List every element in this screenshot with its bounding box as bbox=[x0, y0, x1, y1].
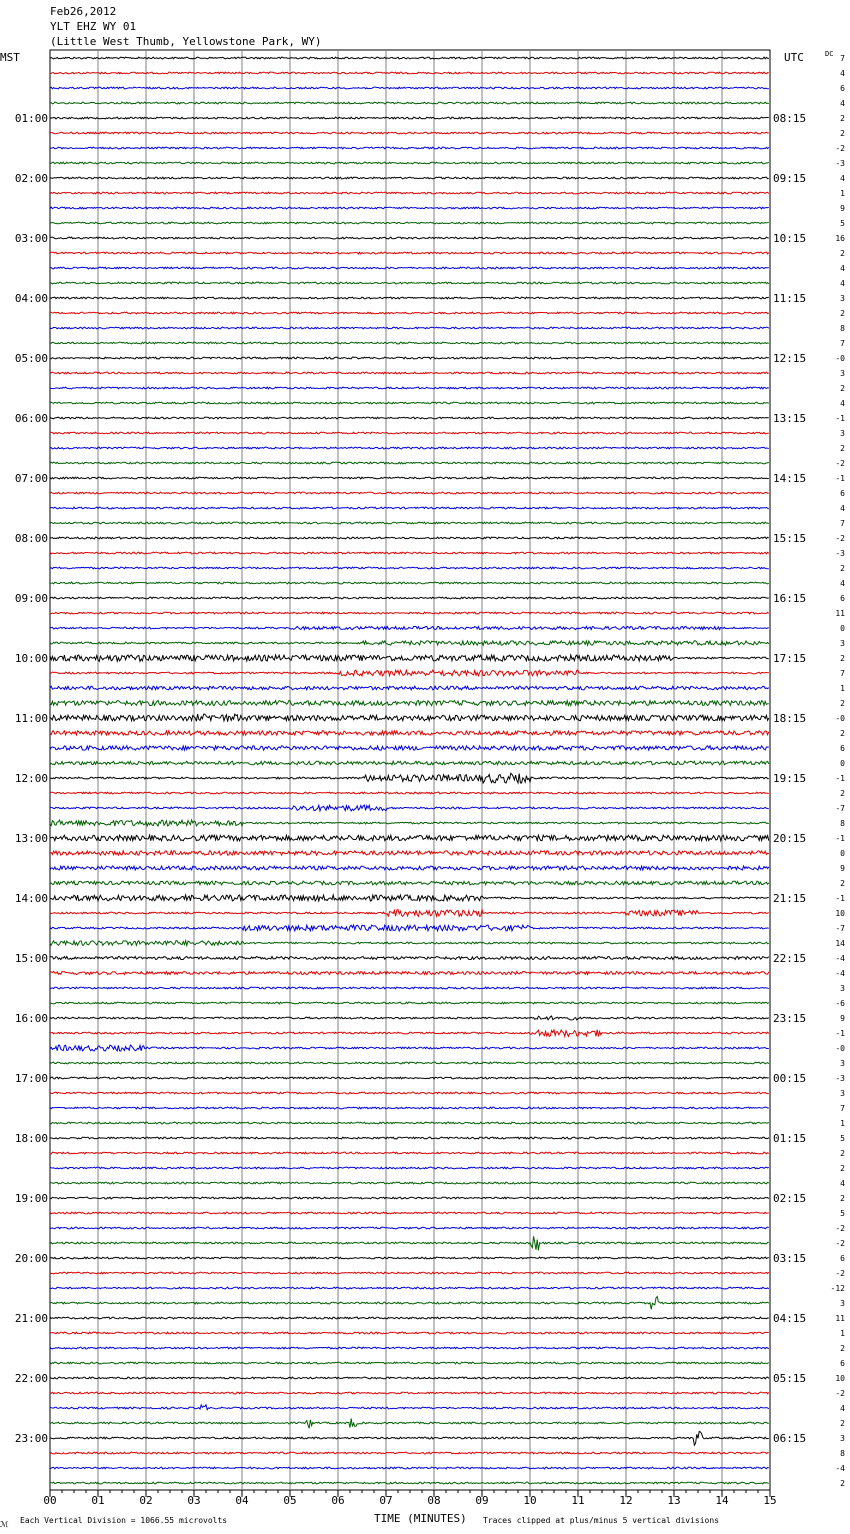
dc-offset-label: -4 bbox=[835, 1464, 845, 1473]
right-hour-label: 02:15 bbox=[773, 1192, 807, 1205]
trace-row-57 bbox=[50, 895, 769, 901]
trace-row-66 bbox=[50, 1030, 769, 1037]
trace-row-41 bbox=[50, 655, 769, 661]
dc-offset-label: 3 bbox=[840, 1434, 845, 1443]
dc-offset-label: 7 bbox=[840, 519, 845, 528]
dc-offset-label: -1 bbox=[835, 894, 845, 903]
dc-offset-label: 2 bbox=[840, 564, 845, 573]
x-tick-label: 09 bbox=[475, 1494, 489, 1507]
trace-row-29 bbox=[50, 477, 769, 479]
dc-offset-label: -2 bbox=[835, 1239, 845, 1248]
dc-offset-label: 2 bbox=[840, 699, 845, 708]
left-hour-label: 18:00 bbox=[14, 1132, 48, 1145]
trace-row-68 bbox=[50, 1062, 769, 1064]
dc-offset-label: 4 bbox=[840, 579, 845, 588]
dc-offset-label: 5 bbox=[840, 219, 845, 228]
trace-row-3 bbox=[50, 87, 769, 89]
trace-row-45 bbox=[50, 714, 769, 722]
dc-offset-label: 0 bbox=[840, 849, 845, 858]
clip-note: Traces clipped at plus/minus 5 vertical divisions bbox=[483, 1516, 720, 1525]
x-tick-label: 02 bbox=[139, 1494, 153, 1507]
trace-row-55 bbox=[50, 866, 769, 870]
dc-offset-label: 2 bbox=[840, 654, 845, 663]
trace-row-14 bbox=[50, 252, 769, 254]
right-hour-label: 23:15 bbox=[773, 1012, 807, 1025]
dc-offset-label: 2 bbox=[840, 1344, 845, 1353]
x-tick-label: 15 bbox=[763, 1494, 777, 1507]
trace-row-69 bbox=[50, 1077, 769, 1079]
dc-offset-label: 4 bbox=[840, 504, 845, 513]
trace-row-9 bbox=[50, 177, 769, 179]
trace-row-88 bbox=[50, 1362, 769, 1364]
right-hour-label: 15:15 bbox=[773, 532, 807, 545]
dc-offset-label: -2 bbox=[835, 144, 845, 153]
trace-row-31 bbox=[50, 507, 769, 509]
trace-row-15 bbox=[50, 267, 769, 269]
footer-mark: ℳ bbox=[0, 1520, 9, 1529]
trace-row-96 bbox=[50, 1482, 769, 1484]
dc-offset-label: -2 bbox=[835, 1224, 845, 1233]
dc-offset-label: 7 bbox=[840, 669, 845, 678]
dc-offset-label: 4 bbox=[840, 399, 845, 408]
left-hour-label: 02:00 bbox=[14, 172, 48, 185]
trace-row-72 bbox=[50, 1122, 769, 1124]
trace-row-70 bbox=[50, 1092, 769, 1094]
trace-row-91 bbox=[50, 1405, 769, 1410]
dc-offset-label: 2 bbox=[840, 384, 845, 393]
dc-offset-label: -0 bbox=[835, 714, 845, 723]
left-hour-label: 12:00 bbox=[14, 772, 48, 785]
trace-row-42 bbox=[50, 670, 769, 676]
dc-offset-label: 6 bbox=[840, 594, 845, 603]
trace-row-26 bbox=[50, 432, 769, 434]
trace-row-24 bbox=[50, 402, 769, 404]
trace-row-48 bbox=[50, 761, 769, 765]
dc-offset-label: 9 bbox=[840, 864, 845, 873]
trace-row-92 bbox=[50, 1419, 769, 1429]
trace-row-82 bbox=[50, 1272, 769, 1274]
trace-row-37 bbox=[50, 597, 769, 599]
trace-row-52 bbox=[50, 820, 769, 826]
trace-row-38 bbox=[50, 612, 769, 614]
dc-offset-label: 8 bbox=[840, 1449, 845, 1458]
x-axis-label: TIME (MINUTES) bbox=[374, 1512, 467, 1525]
x-tick-label: 04 bbox=[235, 1494, 249, 1507]
dc-offset-label: -12 bbox=[830, 1284, 845, 1293]
trace-row-35 bbox=[50, 567, 769, 569]
dc-offset-label: 1 bbox=[840, 189, 845, 198]
trace-row-75 bbox=[50, 1167, 769, 1169]
dc-offset-label: -1 bbox=[835, 414, 845, 423]
dc-offset-label: 16 bbox=[835, 234, 845, 243]
trace-row-80 bbox=[50, 1236, 769, 1250]
x-tick-label: 13 bbox=[667, 1494, 681, 1507]
x-tick-label: 00 bbox=[43, 1494, 57, 1507]
dc-offset-label: 2 bbox=[840, 444, 845, 453]
trace-row-10 bbox=[50, 192, 769, 194]
right-hour-label: 05:15 bbox=[773, 1372, 807, 1385]
trace-row-5 bbox=[50, 117, 769, 119]
x-tick-label: 11 bbox=[571, 1494, 585, 1507]
left-hour-label: 04:00 bbox=[14, 292, 48, 305]
right-hour-label: 17:15 bbox=[773, 652, 807, 665]
trace-row-62 bbox=[50, 972, 769, 975]
trace-row-6 bbox=[50, 132, 769, 134]
dc-offset-label: 9 bbox=[840, 204, 845, 213]
trace-row-90 bbox=[50, 1392, 769, 1394]
dc-offset-label: 2 bbox=[840, 1479, 845, 1488]
dc-offset-label: -2 bbox=[835, 459, 845, 468]
trace-row-27 bbox=[50, 447, 769, 449]
trace-row-76 bbox=[50, 1182, 769, 1184]
trace-row-21 bbox=[50, 357, 769, 359]
dc-offset-label: 4 bbox=[840, 1179, 845, 1188]
dc-offset-label: 7 bbox=[840, 339, 845, 348]
x-tick-label: 06 bbox=[331, 1494, 345, 1507]
dc-offset-label: 6 bbox=[840, 1359, 845, 1368]
dc-offset-label: -1 bbox=[835, 474, 845, 483]
dc-offset-label: -2 bbox=[835, 534, 845, 543]
dc-offset-label: 4 bbox=[840, 174, 845, 183]
left-hour-label: 06:00 bbox=[14, 412, 48, 425]
left-hour-label: 17:00 bbox=[14, 1072, 48, 1085]
dc-offset-label: 2 bbox=[840, 309, 845, 318]
dc-offset-label: 11 bbox=[835, 609, 845, 618]
dc-offset-label: 6 bbox=[840, 1254, 845, 1263]
right-hour-label: 11:15 bbox=[773, 292, 807, 305]
dc-offset-label: 0 bbox=[840, 624, 845, 633]
dc-offset-label: 7 bbox=[840, 1104, 845, 1113]
dc-offset-label: 4 bbox=[840, 99, 845, 108]
dc-offset-label: 4 bbox=[840, 279, 845, 288]
trace-row-60 bbox=[50, 941, 769, 946]
trace-row-39 bbox=[50, 626, 769, 629]
trace-row-36 bbox=[50, 582, 769, 584]
dc-offset-label: 10 bbox=[835, 909, 845, 918]
dc-offset-label: 9 bbox=[840, 1014, 845, 1023]
trace-row-84 bbox=[50, 1297, 769, 1310]
x-tick-label: 07 bbox=[379, 1494, 393, 1507]
trace-row-79 bbox=[50, 1227, 769, 1229]
dc-offset-label: 3 bbox=[840, 294, 845, 303]
right-hour-label: 12:15 bbox=[773, 352, 807, 365]
dc-offset-label: -6 bbox=[835, 999, 845, 1008]
left-hour-label: 14:00 bbox=[14, 892, 48, 905]
left-hour-label: 23:00 bbox=[14, 1432, 48, 1445]
left-hour-label: 19:00 bbox=[14, 1192, 48, 1205]
dc-offset-label: 2 bbox=[840, 249, 845, 258]
trace-row-23 bbox=[50, 387, 769, 389]
right-hour-label: 00:15 bbox=[773, 1072, 807, 1085]
x-tick-label: 05 bbox=[283, 1494, 297, 1507]
trace-row-1 bbox=[50, 57, 769, 59]
dc-offset-label: 2 bbox=[840, 1164, 845, 1173]
left-hour-label: 15:00 bbox=[14, 952, 48, 965]
dc-offset-label: -7 bbox=[835, 804, 845, 813]
dc-offset-label: 3 bbox=[840, 639, 845, 648]
dc-offset-label: 11 bbox=[835, 1314, 845, 1323]
trace-row-7 bbox=[50, 147, 769, 149]
trace-row-77 bbox=[50, 1197, 769, 1199]
trace-row-53 bbox=[50, 835, 769, 841]
right-hour-label: 19:15 bbox=[773, 772, 807, 785]
x-tick-label: 08 bbox=[427, 1494, 441, 1507]
dc-offset-label: -1 bbox=[835, 834, 845, 843]
dc-offset-label: 5 bbox=[840, 1134, 845, 1143]
dc-offset-label: 1 bbox=[840, 1329, 845, 1338]
right-hour-label: 13:15 bbox=[773, 412, 807, 425]
trace-row-73 bbox=[50, 1137, 769, 1139]
x-tick-label: 10 bbox=[523, 1494, 537, 1507]
trace-row-18 bbox=[50, 312, 769, 314]
right-hour-label: 14:15 bbox=[773, 472, 807, 485]
dc-offset-label: -3 bbox=[835, 159, 845, 168]
dc-offset-label: 1 bbox=[840, 1119, 845, 1128]
trace-row-25 bbox=[50, 417, 769, 419]
dc-offset-label: -2 bbox=[835, 1269, 845, 1278]
station-label: YLT EHZ WY 01 bbox=[50, 20, 137, 33]
dc-offset-label: 3 bbox=[840, 369, 845, 378]
dc-offset-label: 4 bbox=[840, 264, 845, 273]
right-hour-label: 03:15 bbox=[773, 1252, 807, 1265]
trace-row-8 bbox=[50, 162, 769, 164]
trace-row-16 bbox=[50, 282, 769, 284]
right-hour-label: 06:15 bbox=[773, 1432, 807, 1445]
right-hour-label: 22:15 bbox=[773, 952, 807, 965]
left-hour-label: 22:00 bbox=[14, 1372, 48, 1385]
trace-row-30 bbox=[50, 492, 769, 494]
dc-offset-label: 3 bbox=[840, 1299, 845, 1308]
trace-row-49 bbox=[50, 773, 769, 783]
left-hour-label: 07:00 bbox=[14, 472, 48, 485]
dc-offset-label: 3 bbox=[840, 984, 845, 993]
trace-row-83 bbox=[50, 1287, 769, 1289]
left-hour-label: 13:00 bbox=[14, 832, 48, 845]
dc-offset-label: -4 bbox=[835, 969, 845, 978]
trace-row-89 bbox=[50, 1377, 769, 1379]
trace-row-61 bbox=[50, 957, 769, 960]
trace-row-85 bbox=[50, 1317, 769, 1319]
trace-row-81 bbox=[50, 1257, 769, 1259]
trace-row-64 bbox=[50, 1002, 769, 1004]
right-hour-label: 04:15 bbox=[773, 1312, 807, 1325]
trace-row-34 bbox=[50, 552, 769, 554]
dc-offset-label: 7 bbox=[840, 54, 845, 63]
trace-row-51 bbox=[50, 805, 769, 811]
left-hour-label: 03:00 bbox=[14, 232, 48, 245]
dc-offset-label: -1 bbox=[835, 774, 845, 783]
trace-row-63 bbox=[50, 987, 769, 989]
trace-row-95 bbox=[50, 1467, 769, 1469]
location-label: (Little West Thumb, Yellowstone Park, WY) bbox=[50, 35, 322, 48]
trace-row-78 bbox=[50, 1212, 769, 1214]
dc-offset-label: 6 bbox=[840, 84, 845, 93]
trace-row-4 bbox=[50, 102, 769, 104]
dc-offset-label: -0 bbox=[835, 1044, 845, 1053]
trace-row-87 bbox=[50, 1347, 769, 1349]
dc-offset-label: 6 bbox=[840, 744, 845, 753]
left-hour-label: 05:00 bbox=[14, 352, 48, 365]
dc-offset-label: -7 bbox=[835, 924, 845, 933]
left-hour-label: 21:00 bbox=[14, 1312, 48, 1325]
x-tick-label: 01 bbox=[91, 1494, 105, 1507]
right-hour-label: 18:15 bbox=[773, 712, 807, 725]
dc-offset-label: 2 bbox=[840, 114, 845, 123]
dc-offset-label: 6 bbox=[840, 489, 845, 498]
trace-row-86 bbox=[50, 1332, 769, 1334]
right-hour-label: 20:15 bbox=[773, 832, 807, 845]
dc-offset-label: 10 bbox=[835, 1374, 845, 1383]
trace-row-46 bbox=[50, 731, 769, 735]
trace-row-19 bbox=[50, 327, 769, 329]
left-hour-label: 11:00 bbox=[14, 712, 48, 725]
trace-row-17 bbox=[50, 297, 769, 299]
dc-offset-label: 2 bbox=[840, 879, 845, 888]
left-hour-label: 20:00 bbox=[14, 1252, 48, 1265]
dc-offset-label: 4 bbox=[840, 69, 845, 78]
left-hour-label: 08:00 bbox=[14, 532, 48, 545]
left-timezone-label: MST bbox=[0, 51, 20, 64]
trace-row-13 bbox=[50, 237, 769, 239]
dc-offset-label: 3 bbox=[840, 1059, 845, 1068]
trace-row-32 bbox=[50, 522, 769, 524]
dc-offset-label: 2 bbox=[840, 1149, 845, 1158]
trace-row-93 bbox=[50, 1432, 769, 1446]
dc-offset-label: 2 bbox=[840, 1194, 845, 1203]
x-tick-label: 14 bbox=[715, 1494, 729, 1507]
dc-offset-label: 2 bbox=[840, 729, 845, 738]
dc-offset-label: 5 bbox=[840, 1209, 845, 1218]
dc-offset-label: 8 bbox=[840, 819, 845, 828]
right-hour-label: 09:15 bbox=[773, 172, 807, 185]
trace-row-33 bbox=[50, 537, 769, 539]
dc-offset-label: 2 bbox=[840, 1419, 845, 1428]
trace-row-56 bbox=[50, 881, 769, 885]
dc-offset-label: 8 bbox=[840, 324, 845, 333]
dc-offset-label: 2 bbox=[840, 789, 845, 798]
trace-row-54 bbox=[50, 851, 769, 855]
left-hour-label: 10:00 bbox=[14, 652, 48, 665]
dc-offset-label: -3 bbox=[835, 549, 845, 558]
dc-offset-label: -0 bbox=[835, 354, 845, 363]
dc-offset-label: -4 bbox=[835, 954, 845, 963]
dc-offset-label: 2 bbox=[840, 129, 845, 138]
trace-row-12 bbox=[50, 222, 769, 224]
trace-row-71 bbox=[50, 1107, 769, 1109]
dc-offset-label: 3 bbox=[840, 1089, 845, 1098]
left-hour-label: 16:00 bbox=[14, 1012, 48, 1025]
x-tick-label: 03 bbox=[187, 1494, 201, 1507]
right-hour-label: 08:15 bbox=[773, 112, 807, 125]
x-tick-label: 12 bbox=[619, 1494, 633, 1507]
trace-row-20 bbox=[50, 342, 769, 344]
trace-row-22 bbox=[50, 372, 769, 374]
dc-label: DC bbox=[825, 50, 834, 58]
dc-offset-label: 0 bbox=[840, 759, 845, 768]
trace-row-44 bbox=[50, 701, 769, 706]
trace-row-67 bbox=[50, 1045, 769, 1051]
dc-offset-label: 4 bbox=[840, 1404, 845, 1413]
dc-offset-label: 3 bbox=[840, 429, 845, 438]
right-hour-label: 16:15 bbox=[773, 592, 807, 605]
trace-row-28 bbox=[50, 462, 769, 464]
left-hour-label: 09:00 bbox=[14, 592, 48, 605]
trace-row-40 bbox=[50, 641, 769, 645]
trace-row-50 bbox=[50, 792, 769, 794]
trace-row-94 bbox=[50, 1452, 769, 1454]
dc-offset-label: 1 bbox=[840, 684, 845, 693]
trace-row-2 bbox=[50, 72, 769, 74]
trace-row-74 bbox=[50, 1152, 769, 1154]
dc-offset-label: -3 bbox=[835, 1074, 845, 1083]
date-label: Feb26,2012 bbox=[50, 5, 117, 18]
dc-offset-label: 14 bbox=[835, 939, 845, 948]
trace-row-11 bbox=[50, 207, 769, 209]
scale-note: Each Vertical Division = 1066.55 microvolts bbox=[20, 1516, 228, 1525]
right-hour-label: 10:15 bbox=[773, 232, 807, 245]
trace-row-59 bbox=[50, 925, 769, 931]
dc-offset-label: -1 bbox=[835, 1029, 845, 1038]
trace-row-47 bbox=[50, 746, 769, 750]
dc-offset-label: -2 bbox=[835, 1389, 845, 1398]
trace-row-58 bbox=[50, 910, 769, 917]
right-hour-label: 21:15 bbox=[773, 892, 807, 905]
right-hour-label: 01:15 bbox=[773, 1132, 807, 1145]
right-timezone-label: UTC bbox=[784, 51, 804, 64]
left-hour-label: 01:00 bbox=[14, 112, 48, 125]
trace-row-43 bbox=[50, 686, 769, 690]
trace-row-65 bbox=[50, 1016, 769, 1020]
